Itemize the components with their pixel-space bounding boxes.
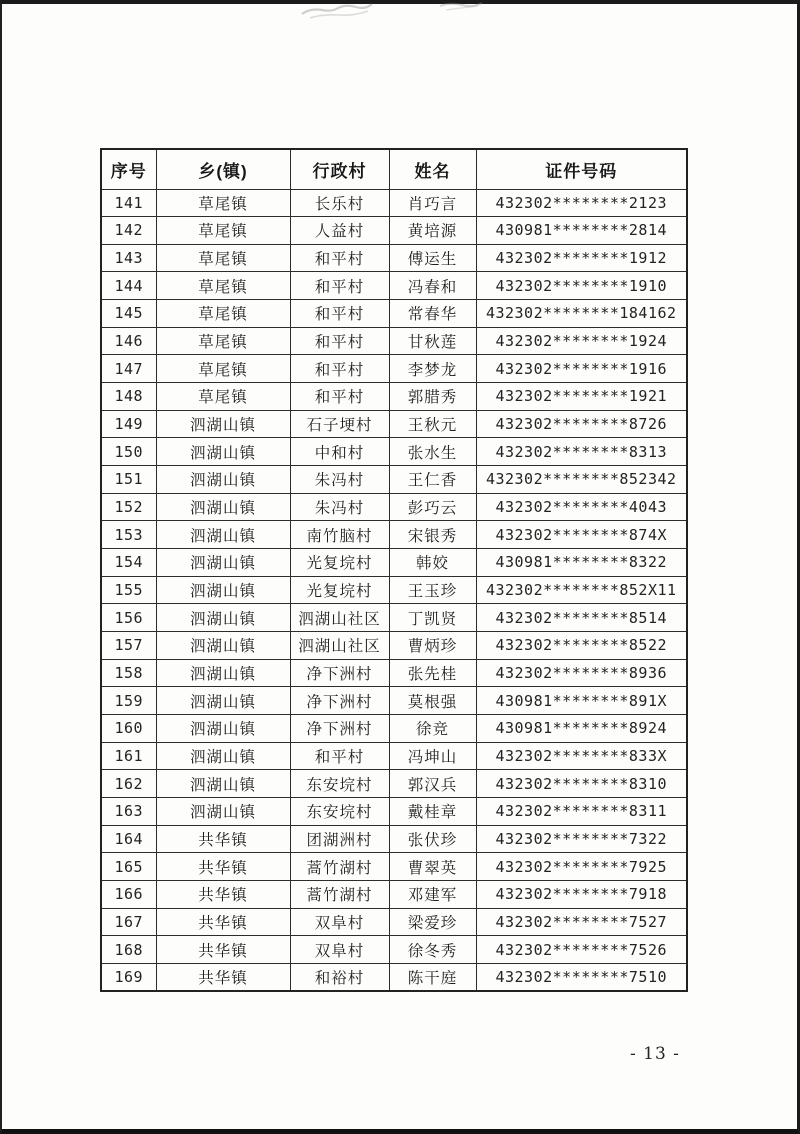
village-cell: 净下洲村	[290, 659, 389, 687]
serial-cell: 158	[101, 659, 156, 687]
id-cell: 432302********4043	[476, 493, 687, 521]
serial-cell: 144	[101, 272, 156, 300]
table-row	[101, 714, 687, 742]
id-cell: 432302********7510	[476, 963, 687, 991]
name-cell: 常春华	[389, 300, 476, 328]
table-row	[101, 742, 687, 770]
name-cell: 郭汉兵	[389, 770, 476, 798]
id-cell: 432302********1910	[476, 272, 687, 300]
name-cell: 陈干庭	[389, 963, 476, 991]
township-cell: 泗湖山镇	[156, 521, 290, 549]
beneficiary-table	[100, 148, 688, 992]
serial-cell: 142	[101, 217, 156, 245]
table-row	[101, 438, 687, 466]
name-cell: 黄培源	[389, 217, 476, 245]
table-row	[101, 410, 687, 438]
township-cell: 草尾镇	[156, 355, 290, 383]
table-row	[101, 963, 687, 991]
name-cell: 徐竞	[389, 714, 476, 742]
id-cell: 432302********8522	[476, 632, 687, 660]
serial-cell: 167	[101, 908, 156, 936]
id-cell: 432302********852342	[476, 466, 687, 494]
village-cell: 朱冯村	[290, 466, 389, 494]
serial-cell: 157	[101, 632, 156, 660]
village-cell: 南竹脑村	[290, 521, 389, 549]
id-cell: 432302********1921	[476, 383, 687, 411]
col-header-serial: 序号	[101, 149, 156, 189]
village-cell: 石子埂村	[290, 410, 389, 438]
scan-smudge	[288, 0, 508, 26]
township-cell: 泗湖山镇	[156, 438, 290, 466]
table-row	[101, 244, 687, 272]
township-cell: 共华镇	[156, 936, 290, 964]
serial-cell: 160	[101, 714, 156, 742]
serial-cell: 141	[101, 189, 156, 217]
serial-cell: 152	[101, 493, 156, 521]
township-cell: 草尾镇	[156, 244, 290, 272]
id-cell: 432302********1912	[476, 244, 687, 272]
table-row	[101, 272, 687, 300]
township-cell: 泗湖山镇	[156, 770, 290, 798]
id-cell: 432302********1924	[476, 327, 687, 355]
col-header-name: 姓名	[389, 149, 476, 189]
table-row	[101, 604, 687, 632]
id-cell: 432302********8310	[476, 770, 687, 798]
township-cell: 草尾镇	[156, 189, 290, 217]
table-row	[101, 521, 687, 549]
township-cell: 共华镇	[156, 963, 290, 991]
col-header-village: 行政村	[290, 149, 389, 189]
name-cell: 王玉珍	[389, 576, 476, 604]
name-cell: 曹翠英	[389, 853, 476, 881]
id-cell: 430981********891X	[476, 687, 687, 715]
id-cell: 432302********8311	[476, 797, 687, 825]
id-cell: 432302********7527	[476, 908, 687, 936]
col-header-id: 证件号码	[476, 149, 687, 189]
table-row	[101, 355, 687, 383]
id-cell: 432302********8936	[476, 659, 687, 687]
table-row	[101, 576, 687, 604]
serial-cell: 154	[101, 549, 156, 577]
table-row	[101, 908, 687, 936]
id-cell: 432302********874X	[476, 521, 687, 549]
village-cell: 东安垸村	[290, 797, 389, 825]
table-row	[101, 549, 687, 577]
serial-cell: 148	[101, 383, 156, 411]
id-cell: 432302********7526	[476, 936, 687, 964]
name-cell: 肖巧言	[389, 189, 476, 217]
township-cell: 草尾镇	[156, 383, 290, 411]
township-cell: 泗湖山镇	[156, 797, 290, 825]
village-cell: 蒿竹湖村	[290, 853, 389, 881]
village-cell: 双阜村	[290, 936, 389, 964]
name-cell: 甘秋莲	[389, 327, 476, 355]
village-cell: 和平村	[290, 383, 389, 411]
table-row	[101, 880, 687, 908]
village-cell: 和裕村	[290, 963, 389, 991]
id-cell: 432302********2123	[476, 189, 687, 217]
page-number: - 13 -	[630, 1044, 680, 1064]
township-cell: 共华镇	[156, 880, 290, 908]
township-cell: 泗湖山镇	[156, 742, 290, 770]
serial-cell: 143	[101, 244, 156, 272]
township-cell: 草尾镇	[156, 217, 290, 245]
village-cell: 光复垸村	[290, 576, 389, 604]
name-cell: 傅运生	[389, 244, 476, 272]
township-cell: 泗湖山镇	[156, 576, 290, 604]
village-cell: 中和村	[290, 438, 389, 466]
serial-cell: 168	[101, 936, 156, 964]
id-cell: 432302********8514	[476, 604, 687, 632]
village-cell: 蒿竹湖村	[290, 880, 389, 908]
village-cell: 和平村	[290, 272, 389, 300]
table-row	[101, 327, 687, 355]
id-cell: 432302********7322	[476, 825, 687, 853]
name-cell: 戴桂章	[389, 797, 476, 825]
name-cell: 徐冬秀	[389, 936, 476, 964]
id-cell: 432302********8726	[476, 410, 687, 438]
id-cell: 432302********833X	[476, 742, 687, 770]
serial-cell: 153	[101, 521, 156, 549]
village-cell: 和平村	[290, 244, 389, 272]
table-row	[101, 659, 687, 687]
serial-cell: 159	[101, 687, 156, 715]
name-cell: 韩姣	[389, 549, 476, 577]
village-cell: 朱冯村	[290, 493, 389, 521]
id-cell: 432302********852X11	[476, 576, 687, 604]
name-cell: 张伏珍	[389, 825, 476, 853]
village-cell: 光复垸村	[290, 549, 389, 577]
serial-cell: 156	[101, 604, 156, 632]
name-cell: 张先桂	[389, 659, 476, 687]
village-cell: 和平村	[290, 300, 389, 328]
township-cell: 草尾镇	[156, 300, 290, 328]
township-cell: 草尾镇	[156, 327, 290, 355]
village-cell: 团湖洲村	[290, 825, 389, 853]
name-cell: 王秋元	[389, 410, 476, 438]
id-cell: 432302********7925	[476, 853, 687, 881]
id-cell: 432302********1916	[476, 355, 687, 383]
serial-cell: 163	[101, 797, 156, 825]
serial-cell: 164	[101, 825, 156, 853]
name-cell: 郭腊秀	[389, 383, 476, 411]
name-cell: 梁爱珍	[389, 908, 476, 936]
village-cell: 和平村	[290, 742, 389, 770]
township-cell: 泗湖山镇	[156, 466, 290, 494]
table-row	[101, 189, 687, 217]
village-cell: 东安垸村	[290, 770, 389, 798]
township-cell: 共华镇	[156, 853, 290, 881]
serial-cell: 165	[101, 853, 156, 881]
col-header-township: 乡(镇)	[156, 149, 290, 189]
township-cell: 泗湖山镇	[156, 687, 290, 715]
name-cell: 冯坤山	[389, 742, 476, 770]
village-cell: 泗湖山社区	[290, 604, 389, 632]
table-row	[101, 493, 687, 521]
table-row	[101, 687, 687, 715]
id-cell: 432302********8313	[476, 438, 687, 466]
name-cell: 王仁香	[389, 466, 476, 494]
name-cell: 李梦龙	[389, 355, 476, 383]
township-cell: 草尾镇	[156, 272, 290, 300]
id-cell: 432302********7918	[476, 880, 687, 908]
village-cell: 和平村	[290, 327, 389, 355]
township-cell: 共华镇	[156, 825, 290, 853]
serial-cell: 161	[101, 742, 156, 770]
village-cell: 净下洲村	[290, 714, 389, 742]
table-row	[101, 300, 687, 328]
township-cell: 泗湖山镇	[156, 714, 290, 742]
name-cell: 宋银秀	[389, 521, 476, 549]
id-cell: 430981********8924	[476, 714, 687, 742]
village-cell: 人益村	[290, 217, 389, 245]
table-row	[101, 825, 687, 853]
name-cell: 莫根强	[389, 687, 476, 715]
table-header-row	[101, 149, 687, 189]
table-row	[101, 632, 687, 660]
serial-cell: 150	[101, 438, 156, 466]
serial-cell: 166	[101, 880, 156, 908]
township-cell: 泗湖山镇	[156, 493, 290, 521]
township-cell: 泗湖山镇	[156, 632, 290, 660]
table-row	[101, 853, 687, 881]
serial-cell: 145	[101, 300, 156, 328]
township-cell: 泗湖山镇	[156, 549, 290, 577]
id-cell: 432302********184162	[476, 300, 687, 328]
table-row	[101, 797, 687, 825]
id-cell: 430981********2814	[476, 217, 687, 245]
table-row	[101, 936, 687, 964]
village-cell: 净下洲村	[290, 687, 389, 715]
name-cell: 曹炳珍	[389, 632, 476, 660]
serial-cell: 147	[101, 355, 156, 383]
name-cell: 彭巧云	[389, 493, 476, 521]
name-cell: 丁凯贤	[389, 604, 476, 632]
table-row	[101, 770, 687, 798]
serial-cell: 151	[101, 466, 156, 494]
name-cell: 邓建军	[389, 880, 476, 908]
village-cell: 双阜村	[290, 908, 389, 936]
id-cell: 430981********8322	[476, 549, 687, 577]
village-cell: 长乐村	[290, 189, 389, 217]
serial-cell: 155	[101, 576, 156, 604]
township-cell: 共华镇	[156, 908, 290, 936]
township-cell: 泗湖山镇	[156, 410, 290, 438]
serial-cell: 162	[101, 770, 156, 798]
table-row	[101, 217, 687, 245]
township-cell: 泗湖山镇	[156, 604, 290, 632]
serial-cell: 146	[101, 327, 156, 355]
serial-cell: 169	[101, 963, 156, 991]
name-cell: 张水生	[389, 438, 476, 466]
table-row	[101, 466, 687, 494]
name-cell: 冯春和	[389, 272, 476, 300]
township-cell: 泗湖山镇	[156, 659, 290, 687]
village-cell: 和平村	[290, 355, 389, 383]
serial-cell: 149	[101, 410, 156, 438]
village-cell: 泗湖山社区	[290, 632, 389, 660]
table-row	[101, 383, 687, 411]
